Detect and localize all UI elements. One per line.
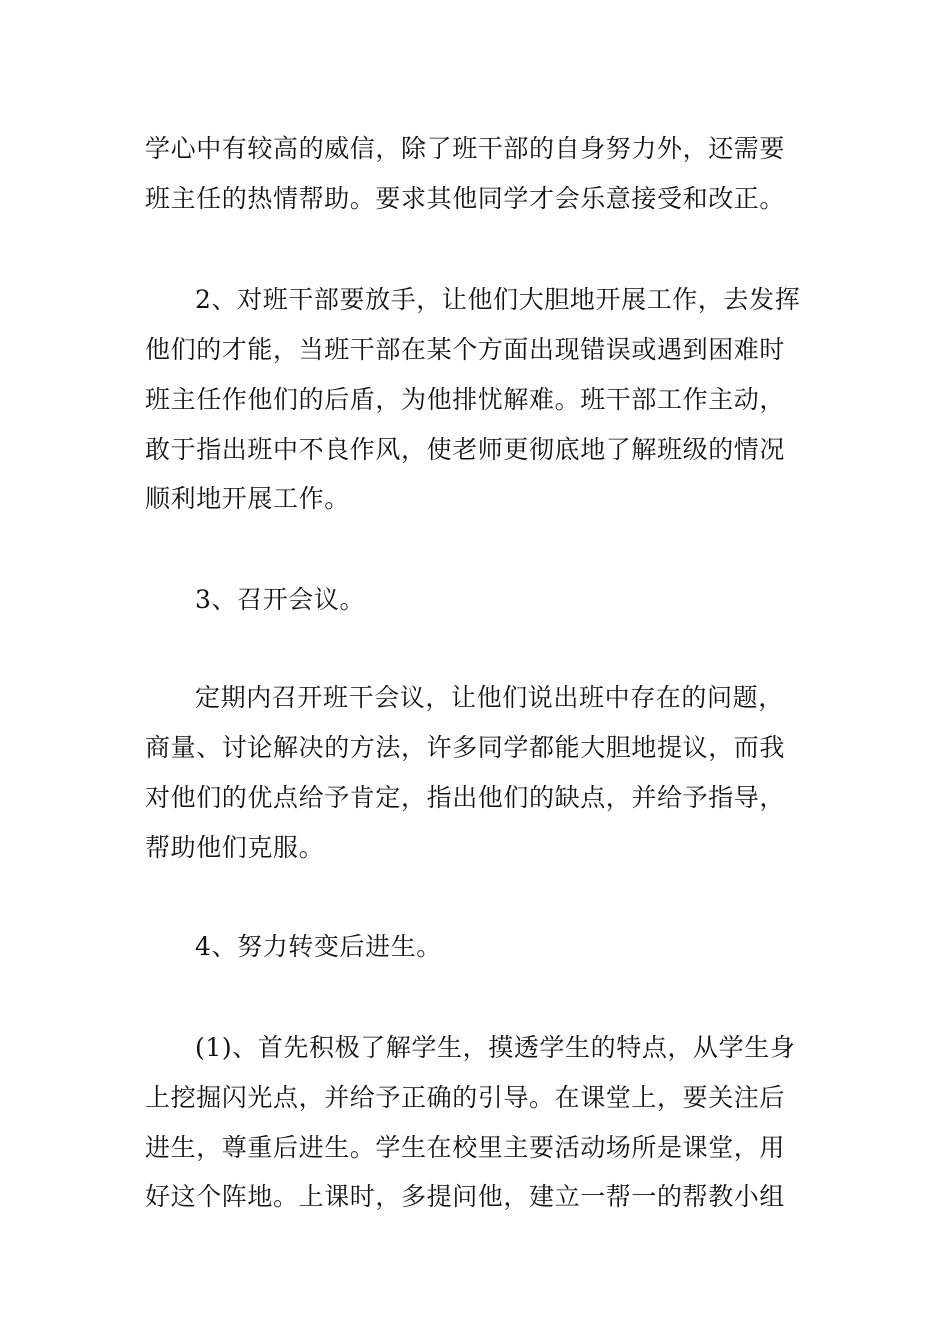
paragraph-4-line-2: 商量、讨论解决的方法，许多同学都能大胆地提议，而我	[145, 733, 786, 762]
paragraph-4-line-1: 定期内召开班干会议，让他们说出班中存在的问题，	[195, 683, 784, 712]
paragraph-4-line-3: 对他们的优点给予肯定，指出他们的缺点，并给予指导，	[145, 783, 786, 812]
paragraph-1-line-2: 班主任的热情帮助。要求其他同学才会乐意接受和改正。	[145, 184, 786, 213]
paragraph-6-line-3: 进生，尊重后进生。学生在校里主要活动场所是课堂，用	[145, 1133, 786, 1162]
paragraph-2-line-3: 班主任作他们的后盾，为他排忧解难。班干部工作主动，	[145, 385, 786, 414]
section-heading-4: 4、努力转变后进生。	[195, 932, 442, 961]
paragraph-2-line-4: 敢于指出班中不良作风，使老师更彻底地了解班级的情况	[145, 435, 786, 464]
paragraph-2-line-5: 顺利地开展工作。	[145, 484, 350, 513]
paragraph-2-line-2: 他们的才能，当班干部在某个方面出现错误或遇到困难时	[145, 335, 786, 364]
section-heading-3: 3、召开会议。	[195, 585, 366, 614]
paragraph-6-line-2: 上挖掘闪光点，并给予正确的引导。在课堂上，要关注后	[145, 1083, 786, 1112]
paragraph-6-line-1: (1)、首先积极了解学生，摸透学生的特点，从学生身	[195, 1033, 796, 1062]
paragraph-6-line-4: 好这个阵地。上课时，多提问他，建立一帮一的帮教小组	[145, 1182, 786, 1211]
paragraph-1-line-1: 学心中有较高的威信，除了班干部的自身努力外，还需要	[145, 134, 786, 163]
paragraph-4-line-4: 帮助他们克服。	[145, 833, 325, 862]
paragraph-2-line-1: 2、对班干部要放手，让他们大胆地开展工作，去发挥	[195, 285, 801, 314]
